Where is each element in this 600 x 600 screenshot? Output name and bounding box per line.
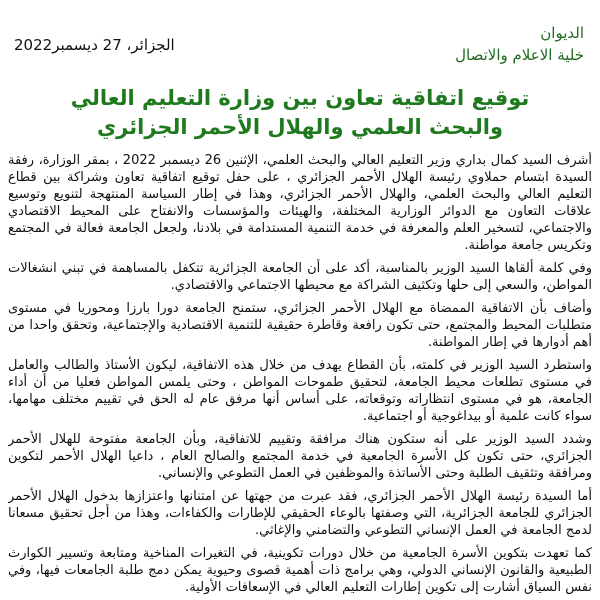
paragraph: أما السيدة رئيسة الهلال الأحمر الجزائري، فقد عبرت من جهتها عن امتنانها واعتزازها بدخول الهلال الأحمر الجزائري للجامعة الجزائرية، التي وصفتها بالوعاء الحقيقي للإطارات والكفاءات، وهذا من أجل تحقيق مسعانا لدمج الجامعة في العمل الإنساني التطوعي والتضامني والإغاثي. bbox=[8, 489, 592, 538]
issuer-cell: خلية الاعلام والاتصال bbox=[455, 46, 584, 64]
paragraph: وأضاف بأن الاتفاقية الممضاة مع الهلال الأحمر الجزائري، ستمنح الجامعة دورا بارزا ومحوريا في مستوى متطلبات المحيط والمجتمع، حتى تكون رافعة وقاطرة حقيقية للتنمية الاقتصادية والإجتماعية، وتحقق واحدا من أهم أدوارها في إطار المواطنة. bbox=[8, 301, 592, 350]
paragraph: أشرف السيد كمال بداري وزير التعليم العالي والبحث العلمي، الإثنين 26 ديسمبر 2022 ، بمقر الوزارة، رفقة السيدة ابتسام حملاوي رئيسة الهلال الأحمر الجزائري ، على حفل توقيع اتفاقية تعاون وشراكة بين قطاع التعليم العالي والبحث العلمي، والهلال الأحمر الجزائري، وهذا في إطار السياسة المنتهجة لتنويع وتوسيع علاقات التعاون مع الدوائر الوزارية المختلفة، والهيئات والمؤسسات والانفتاح على المحيط الاقتصادي والاجتماعي، لتسخير العلم والمعرفة في خدمة التنمية المستدامة في بلادنا، ولجعل الجامعة فعالة في المجتمع وتكريس جامعة مواطنة. bbox=[8, 153, 592, 253]
dateline: الجزائر، 27 ديسمبر2022 bbox=[14, 36, 175, 54]
paragraph: وشدد السيد الوزير على أنه ستكون هناك مرافقة وتقييم للاتفاقية، وبأن الجامعة مفتوحة للهلال الأحمر الجزائري، حتى تكون كل الأسرة الجامعية في خدمة المجتمع والصالح العام ، داعيا الهلال الأحمر لتكوين ومرافقة وتثقيف الطلبة وحتى الأساتذة والموظفين في العمل التطوعي والإنساني. bbox=[8, 432, 592, 481]
issuer-office: الديوان bbox=[540, 24, 584, 42]
paragraph: كما تعهدت بتكوين الأسرة الجامعية من خلال دورات تكوينية، في التغيرات المناخية ومتابعة وتسيير الكوارث الطبيعية والقانون الإنساني الدولي، وهي برامج ذات أهمية قصوى وحيوية يمكن دمج طلبة الجامعات فيها، وفي نفس السياق أشارت إلى تكوين إطارات التعليم العالي في الإسعافات الأولية. bbox=[8, 546, 592, 595]
paragraph: واستطرد السيد الوزير في كلمته، بأن القطاع يهدف من خلال هذه الاتفاقية، ليكون الأستاذ والطالب والعامل في مستوى تطلعات محيط الجامعة، لتحقيق طموحات المواطن ، وحتى يلمس المواطن فعليا من أن أداء الجامعة، هو في مستوى انتظاراته وتوقعاته، على أساس أنها مرفق عام له الحق في تقييم مختلف مهامها، سواء كانت علمية أو بيداغوجية أو اجتماعية. bbox=[8, 358, 592, 424]
issuer-block bbox=[324, 22, 584, 66]
title-line-1: توقيع اتفاقية تعاون بين وزارة التعليم العالي bbox=[70, 86, 530, 110]
article-body bbox=[8, 152, 592, 600]
title-line-2: والبحث العلمي والهلال الأحمر الجزائري bbox=[96, 115, 504, 139]
document-title bbox=[0, 84, 600, 142]
paragraph: وفي كلمة ألقاها السيد الوزير بالمناسبة، أكد على أن الجامعة الجزائرية تتكفل بالمساهمة في تبني انشغالات المواطن، والسعي إلى حلها وتكثيف الشراكة مع محيطها الاجتماعي والاقتصادي. bbox=[8, 261, 592, 293]
